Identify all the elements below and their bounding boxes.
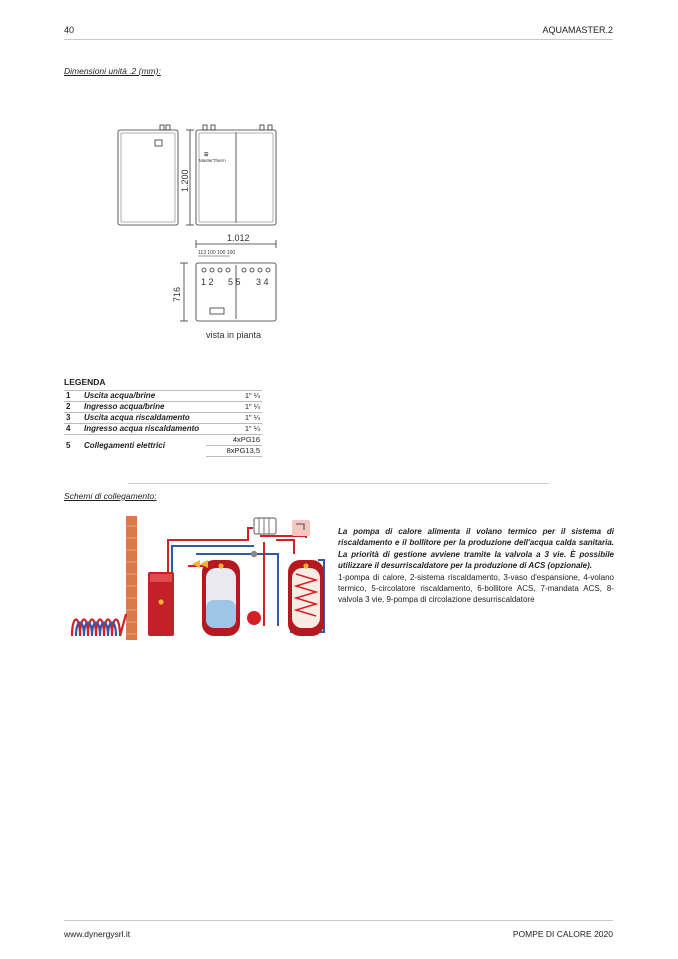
legend-row: 4 Ingresso acqua riscaldamento 1" ¼: [66, 424, 260, 433]
legend-row: 8xPG13,5: [64, 446, 262, 457]
radiator: [254, 518, 276, 534]
label-marker-1: [158, 599, 163, 604]
schema-description: [338, 526, 614, 606]
depth-label: 716: [172, 286, 182, 302]
expansion-vessel: [251, 551, 257, 557]
schema-title: Schemi di collegamento:: [64, 491, 157, 501]
brand-label: MasterTherm: [199, 158, 226, 163]
connection-labels-mid: 5 5: [228, 277, 241, 287]
page-number: 40: [64, 25, 75, 35]
legend-row: 2 Ingresso acqua/brine 1" ¼: [66, 402, 260, 411]
plan-view-label: vista in pianta: [206, 330, 262, 340]
svg-text:☰: ☰: [204, 152, 209, 158]
page-header: [64, 25, 613, 40]
legend-row: 3 Uscita acqua riscaldamento 1" ¼: [66, 413, 260, 422]
legend-title: LEGENDA: [64, 377, 106, 387]
dimension-drawing: [110, 120, 300, 350]
circulator-pump: [247, 611, 261, 625]
connection-scheme: [68, 514, 330, 644]
hot-water-tap: [292, 520, 310, 536]
connection-labels-left: 1 2: [201, 277, 214, 287]
legend: [64, 377, 262, 457]
product-name: AQUAMASTER.2: [542, 25, 613, 35]
width-label: 1.012: [227, 233, 250, 243]
schema-description-list: 1-pompa di calore, 2-sistema riscaldamento, 3-vaso d'espansione, 4-volano termico, 5-circolatore riscaldamento, 6-bollitore ACS, 7-mandata ACS, 8-valvola 3 vie, 9-pompa di circolazione desurriscaldatore: [338, 572, 614, 605]
dimensions-title: Dimensioni unità .2 (mm):: [64, 66, 161, 76]
spacing-label: 113 100 100 100: [198, 250, 236, 256]
section-divider: [128, 483, 549, 484]
connection-labels-right: 3 4: [256, 277, 269, 287]
height-label: 1.200: [180, 169, 190, 192]
legend-row: 5 Collegamenti elettrici 4xPG16: [64, 435, 262, 446]
catalog-name: POMPE DI CALORE 2020: [512, 929, 613, 939]
chimney: [126, 516, 137, 640]
page-footer: [64, 920, 613, 939]
legend-row: 1 Uscita acqua/brine 1" ¼: [66, 391, 260, 400]
side-view: [118, 130, 178, 225]
schema-description-bold: La pompa di calore alimenta il volano termico per il sistema di riscaldamento e il bollitore per la produzione dell'acqua calda sanitaria. La priorità di gestione avviene tramite la valvola a 3 vie. È possibile utilizzare il desurriscaldatore per la produzione di ACS (opzionale).: [338, 527, 614, 571]
legend-table: [64, 390, 262, 457]
website-link[interactable]: www.dynergysrl.it: [64, 929, 131, 939]
